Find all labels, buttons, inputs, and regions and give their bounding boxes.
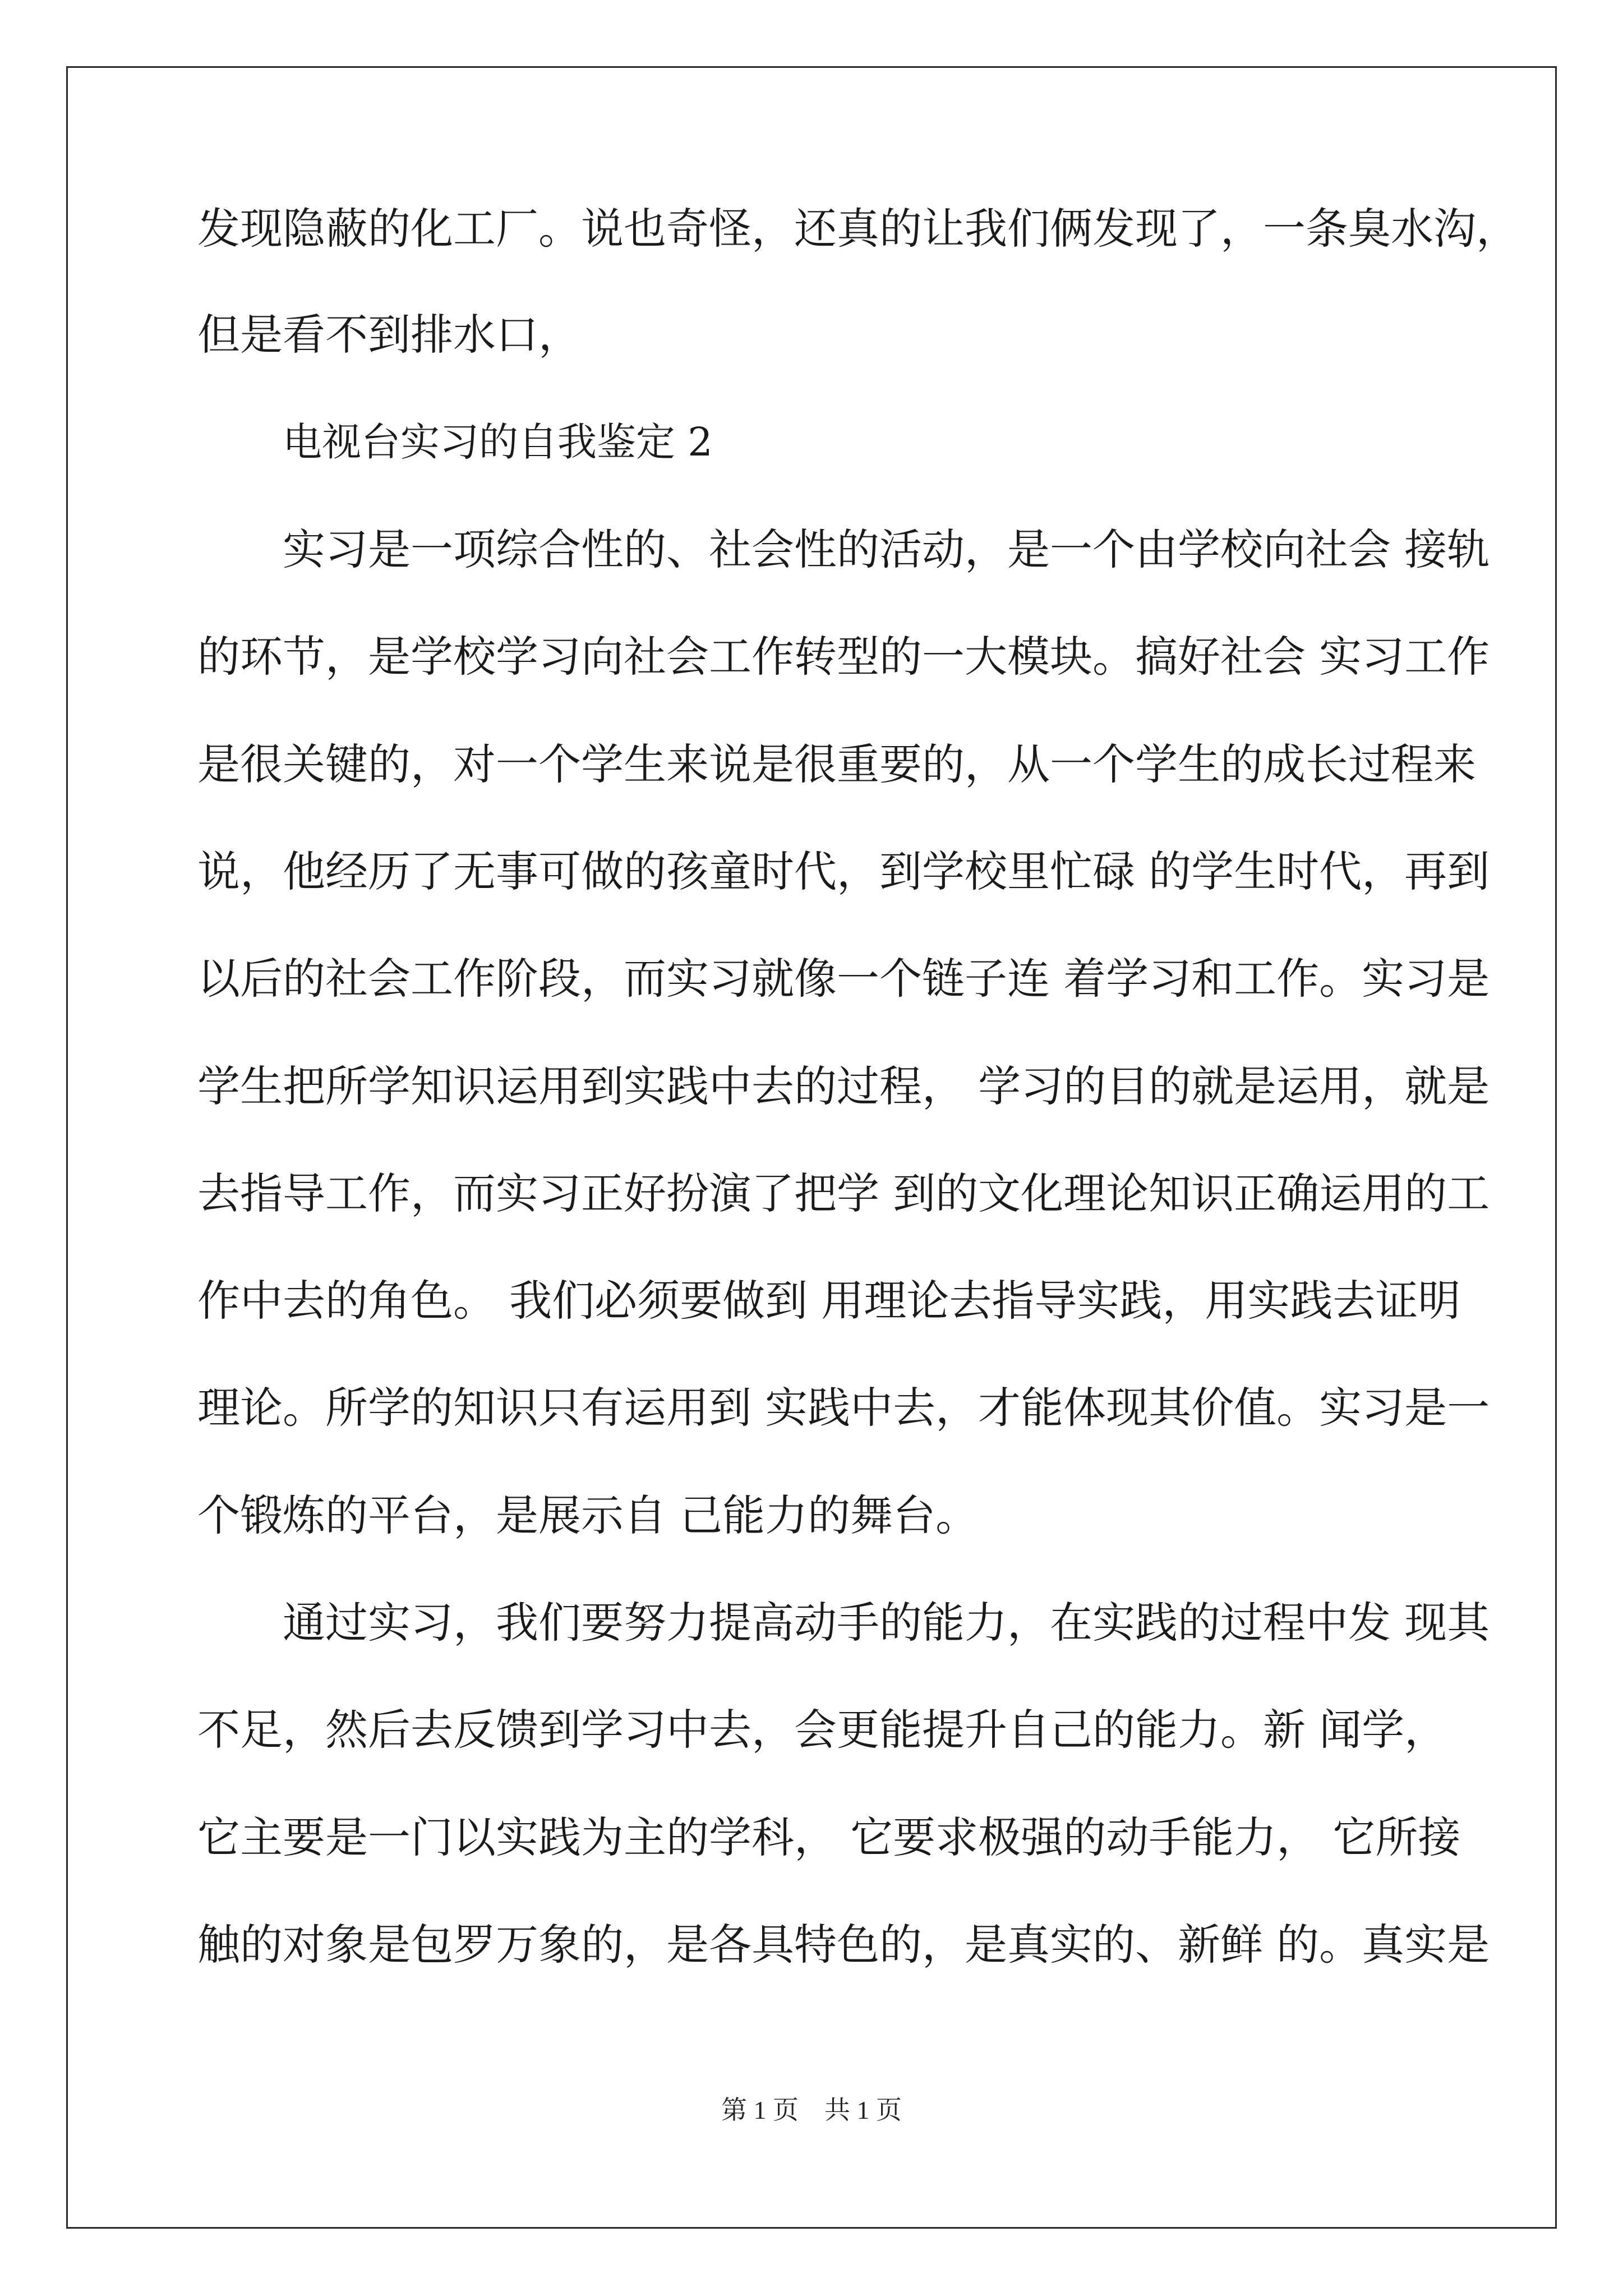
text-line: 理论。所学的知识只有运用到 实践中去，才能体现其价值。实习是一 <box>197 1383 1490 1433</box>
text-line: 是很关键的，对一个学生来说是很重要的，从一个学生的成长过程来 <box>197 739 1476 789</box>
text-line: 去指导工作，而实习正好扮演了把学 到的文化理论知识正确运用的工 <box>197 1168 1490 1218</box>
page-footer: 第 1 页 共 1 页 <box>721 2096 902 2124</box>
paragraph-first-line: 通过实习，我们要努力提高动手的能力，在实践的过程中发 现其 <box>283 1598 1490 1648</box>
page-border <box>66 66 1557 2229</box>
text-line: 学生把所学知识运用到实践中去的过程， 学习的目的就是运用，就是 <box>197 1061 1490 1111</box>
text-line: 个锻炼的平台，是展示自 己能力的舞台。 <box>197 1490 979 1540</box>
text-line: 发现隐蔽的化工厂。说也奇怪，还真的让我们俩发现了，一条臭水沟， <box>197 204 1519 254</box>
text-line: 以后的社会工作阶段，而实习就像一个链子连 着学习和工作。实习是 <box>197 954 1490 1004</box>
text-line: 说，他经历了无事可做的孩童时代，到学校里忙碌 的学生时代，再到 <box>197 846 1490 896</box>
section-title: 电视台实习的自我鉴定 2 <box>283 419 713 465</box>
text-line: 的环节，是学校学习向社会工作转型的一大模块。搞好社会 实习工作 <box>197 632 1490 682</box>
text-line: 作中去的角色。 我们必须要做到 用理论去指导实践，用实践去证明 <box>197 1276 1461 1326</box>
text-line: 不足，然后去反馈到学习中去，会更能提升自己的能力。新 闻学， <box>197 1705 1447 1755</box>
text-line: 触的对象是包罗万象的，是各具特色的，是真实的、新鲜 的。真实是 <box>197 1920 1490 1970</box>
text-line: 但是看不到排水口， <box>197 310 581 360</box>
text-line: 它主要是一门以实践为主的学科， 它要求极强的动手能力， 它所接 <box>197 1812 1461 1862</box>
paragraph-first-line: 实习是一项综合性的、社会性的活动，是一个由学校向社会 接轨 <box>283 524 1490 574</box>
